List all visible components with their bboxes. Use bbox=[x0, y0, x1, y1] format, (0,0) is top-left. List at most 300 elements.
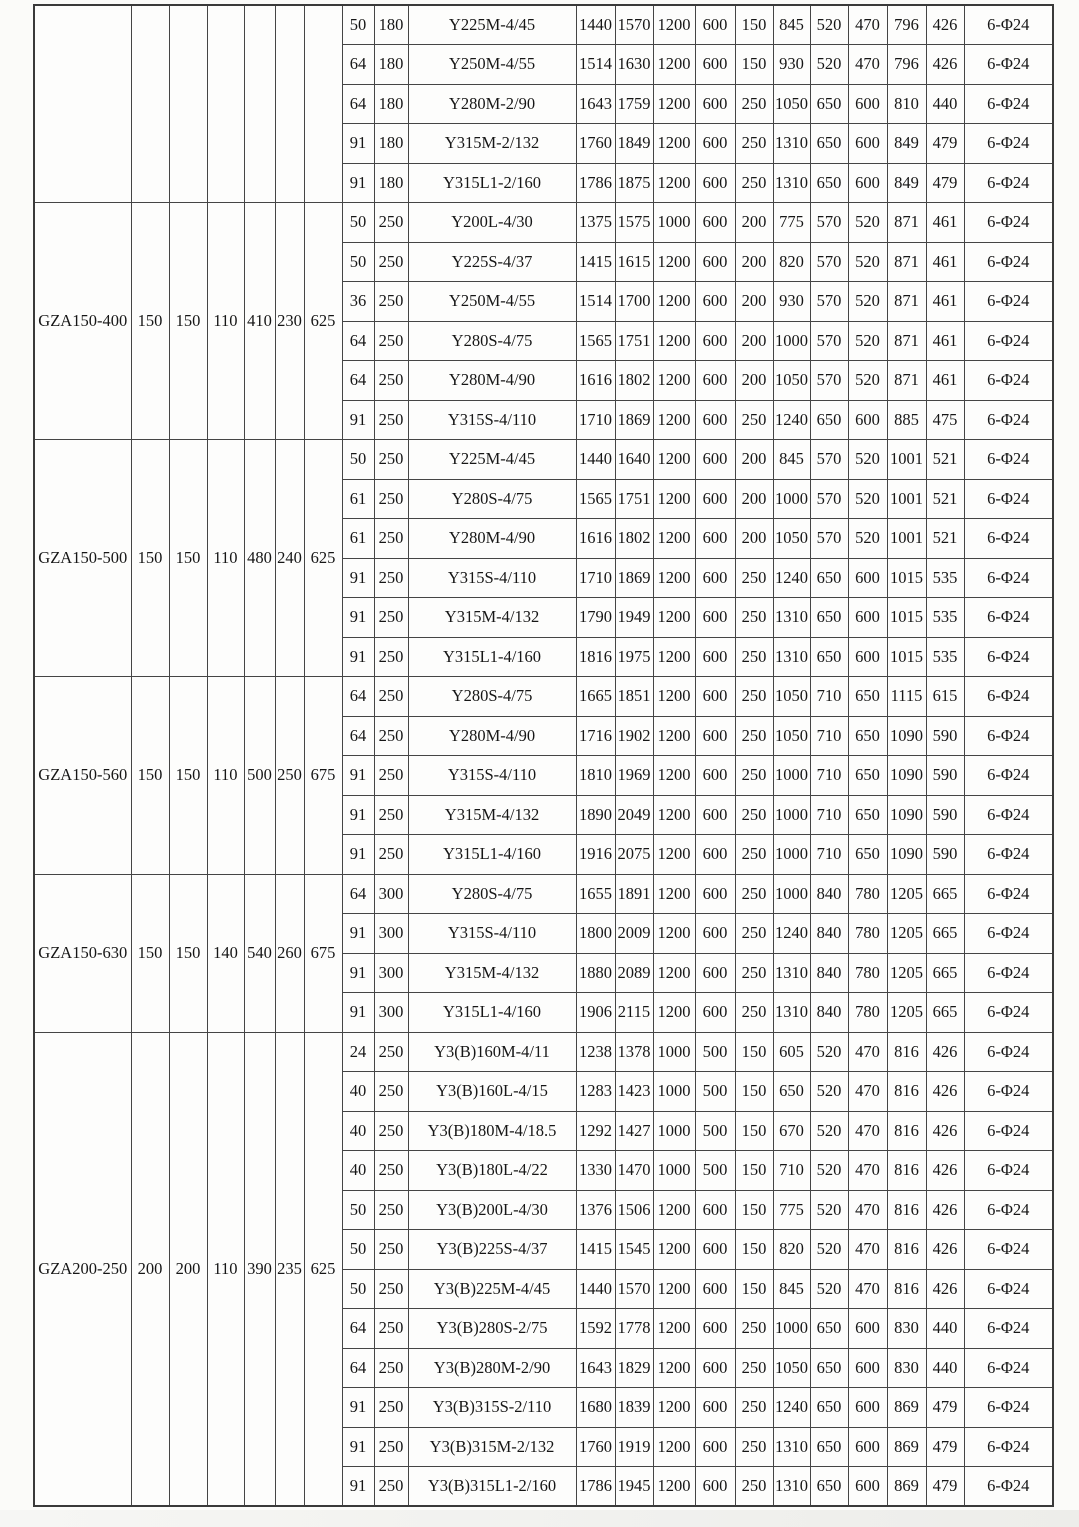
dim-value-cell: 475 bbox=[926, 400, 964, 440]
dim-value-cell: 1200 bbox=[653, 361, 695, 401]
dim-value-cell: 650 bbox=[810, 558, 848, 598]
dim-value-cell: 1440 bbox=[576, 440, 615, 480]
motor-cell: Y280M-4/90 bbox=[408, 519, 576, 559]
dim-value-cell: 780 bbox=[848, 953, 887, 993]
flow-cell: 91 bbox=[342, 914, 374, 954]
dim-value-cell: 1015 bbox=[887, 558, 926, 598]
dim-value-cell: 1545 bbox=[615, 1230, 653, 1270]
model-cell: GZA150-560 bbox=[34, 677, 131, 875]
bolt-cell: 6-Φ24 bbox=[964, 282, 1053, 322]
dim-value-cell: 426 bbox=[926, 5, 964, 45]
bolt-cell: 6-Φ24 bbox=[964, 795, 1053, 835]
dim-value-cell: 1969 bbox=[615, 756, 653, 796]
bolt-cell: 6-Φ24 bbox=[964, 1072, 1053, 1112]
flow-cell: 64 bbox=[342, 84, 374, 124]
flow-cell: 91 bbox=[342, 795, 374, 835]
dim-value-cell: 600 bbox=[695, 321, 735, 361]
dim-value-cell: 1200 bbox=[653, 1427, 695, 1467]
dim-value-cell: 520 bbox=[810, 1230, 848, 1270]
dim-value-cell: 1200 bbox=[653, 242, 695, 282]
dim-value-cell: 1849 bbox=[615, 124, 653, 164]
bolt-cell: 6-Φ24 bbox=[964, 1309, 1053, 1349]
dim-value-cell: 590 bbox=[926, 756, 964, 796]
bolt-cell: 6-Φ24 bbox=[964, 361, 1053, 401]
dim-value-cell: 250 bbox=[735, 1388, 773, 1428]
dim-value-cell: 600 bbox=[695, 637, 735, 677]
dim-cell: 150 bbox=[131, 677, 169, 875]
motor-cell: Y3(B)180L-4/22 bbox=[408, 1151, 576, 1191]
dim-value-cell: 250 bbox=[735, 993, 773, 1033]
flow-cell: 64 bbox=[342, 716, 374, 756]
pump-spec-table bbox=[33, 4, 1054, 1507]
dim-cell: 240 bbox=[275, 440, 304, 677]
dim-value-cell: 470 bbox=[848, 1111, 887, 1151]
bolt-cell: 6-Φ24 bbox=[964, 953, 1053, 993]
bolt-cell: 6-Φ24 bbox=[964, 637, 1053, 677]
dim-value-cell: 1200 bbox=[653, 163, 695, 203]
dim-value-cell: 1375 bbox=[576, 203, 615, 243]
dim-value-cell: 869 bbox=[887, 1388, 926, 1428]
dim-value-cell: 670 bbox=[773, 1111, 810, 1151]
dim-value-cell: 1949 bbox=[615, 598, 653, 638]
size-cell: 250 bbox=[374, 1072, 408, 1112]
dim-value-cell: 1238 bbox=[576, 1032, 615, 1072]
dim-value-cell: 1630 bbox=[615, 45, 653, 85]
dim-cell: 110 bbox=[207, 1032, 244, 1506]
table-row bbox=[34, 440, 1053, 480]
dim-value-cell: 665 bbox=[926, 993, 964, 1033]
flow-cell: 50 bbox=[342, 242, 374, 282]
dim-cell: 150 bbox=[131, 203, 169, 440]
dim-value-cell: 1310 bbox=[773, 993, 810, 1033]
dim-value-cell: 250 bbox=[735, 716, 773, 756]
dim-value-cell: 1802 bbox=[615, 519, 653, 559]
dim-value-cell: 1200 bbox=[653, 558, 695, 598]
dim-value-cell: 200 bbox=[735, 361, 773, 401]
dim-value-cell: 570 bbox=[810, 321, 848, 361]
size-cell: 250 bbox=[374, 1151, 408, 1191]
dim-value-cell: 600 bbox=[695, 1427, 735, 1467]
dim-value-cell: 650 bbox=[848, 677, 887, 717]
dim-value-cell: 1891 bbox=[615, 874, 653, 914]
size-cell: 250 bbox=[374, 1111, 408, 1151]
flow-cell: 61 bbox=[342, 479, 374, 519]
dim-value-cell: 820 bbox=[773, 1230, 810, 1270]
dim-value-cell: 2089 bbox=[615, 953, 653, 993]
size-cell: 250 bbox=[374, 203, 408, 243]
bolt-cell: 6-Φ24 bbox=[964, 1388, 1053, 1428]
dim-value-cell: 1001 bbox=[887, 479, 926, 519]
model-cell: GZA200-250 bbox=[34, 1032, 131, 1506]
dim-value-cell: 426 bbox=[926, 1111, 964, 1151]
flow-cell: 64 bbox=[342, 874, 374, 914]
dim-value-cell: 479 bbox=[926, 1388, 964, 1428]
dim-value-cell: 1200 bbox=[653, 400, 695, 440]
dim-value-cell: 1514 bbox=[576, 45, 615, 85]
motor-cell: Y280S-4/75 bbox=[408, 479, 576, 519]
dim-value-cell: 1200 bbox=[653, 479, 695, 519]
motor-cell: Y3(B)315S-2/110 bbox=[408, 1388, 576, 1428]
dim-value-cell: 1200 bbox=[653, 84, 695, 124]
dim-value-cell: 470 bbox=[848, 1072, 887, 1112]
dim-value-cell: 521 bbox=[926, 440, 964, 480]
dim-value-cell: 840 bbox=[810, 914, 848, 954]
flow-cell: 40 bbox=[342, 1072, 374, 1112]
dim-cell: 150 bbox=[169, 440, 207, 677]
motor-cell: Y3(B)280M-2/90 bbox=[408, 1348, 576, 1388]
dim-cell bbox=[207, 5, 244, 203]
motor-cell: Y225M-4/45 bbox=[408, 440, 576, 480]
dim-value-cell: 150 bbox=[735, 1230, 773, 1270]
dim-value-cell: 1851 bbox=[615, 677, 653, 717]
dim-value-cell: 426 bbox=[926, 45, 964, 85]
table-row bbox=[34, 874, 1053, 914]
dim-cell: 150 bbox=[169, 677, 207, 875]
dim-cell: 625 bbox=[304, 203, 342, 440]
dim-value-cell: 1310 bbox=[773, 124, 810, 164]
size-cell: 250 bbox=[374, 479, 408, 519]
dim-value-cell: 1200 bbox=[653, 953, 695, 993]
dim-value-cell: 1200 bbox=[653, 1190, 695, 1230]
dim-value-cell: 570 bbox=[810, 440, 848, 480]
dim-value-cell: 775 bbox=[773, 1190, 810, 1230]
dim-value-cell: 1200 bbox=[653, 440, 695, 480]
dim-cell: 410 bbox=[244, 203, 275, 440]
dim-value-cell: 600 bbox=[848, 598, 887, 638]
dim-value-cell: 600 bbox=[695, 1309, 735, 1349]
dim-value-cell: 600 bbox=[848, 124, 887, 164]
dim-value-cell: 200 bbox=[735, 479, 773, 519]
dim-value-cell: 1829 bbox=[615, 1348, 653, 1388]
dim-value-cell: 1330 bbox=[576, 1151, 615, 1191]
dim-value-cell: 470 bbox=[848, 1151, 887, 1191]
dim-value-cell: 150 bbox=[735, 1269, 773, 1309]
dim-value-cell: 600 bbox=[695, 1388, 735, 1428]
size-cell: 250 bbox=[374, 677, 408, 717]
dim-value-cell: 1751 bbox=[615, 321, 653, 361]
dim-value-cell: 1200 bbox=[653, 282, 695, 322]
dim-value-cell: 1205 bbox=[887, 874, 926, 914]
dim-value-cell: 520 bbox=[810, 1151, 848, 1191]
dim-value-cell: 1506 bbox=[615, 1190, 653, 1230]
dim-value-cell: 710 bbox=[810, 677, 848, 717]
flow-cell: 91 bbox=[342, 163, 374, 203]
dim-value-cell: 1423 bbox=[615, 1072, 653, 1112]
dim-value-cell: 1760 bbox=[576, 1427, 615, 1467]
bolt-cell: 6-Φ24 bbox=[964, 5, 1053, 45]
flow-cell: 36 bbox=[342, 282, 374, 322]
dim-value-cell: 1000 bbox=[773, 479, 810, 519]
motor-cell: Y280M-4/90 bbox=[408, 716, 576, 756]
dim-value-cell: 780 bbox=[848, 914, 887, 954]
dim-cell: 230 bbox=[275, 203, 304, 440]
dim-cell: 625 bbox=[304, 1032, 342, 1506]
dim-value-cell: 426 bbox=[926, 1151, 964, 1191]
motor-cell: Y250M-4/55 bbox=[408, 282, 576, 322]
dim-value-cell: 1200 bbox=[653, 874, 695, 914]
dim-cell: 200 bbox=[131, 1032, 169, 1506]
dim-value-cell: 2075 bbox=[615, 835, 653, 875]
size-cell: 300 bbox=[374, 914, 408, 954]
dim-value-cell: 200 bbox=[735, 519, 773, 559]
flow-cell: 50 bbox=[342, 440, 374, 480]
motor-cell: Y315M-4/132 bbox=[408, 795, 576, 835]
motor-cell: Y200L-4/30 bbox=[408, 203, 576, 243]
dim-value-cell: 250 bbox=[735, 1348, 773, 1388]
dim-value-cell: 520 bbox=[848, 361, 887, 401]
dim-value-cell: 520 bbox=[848, 282, 887, 322]
dim-value-cell: 1470 bbox=[615, 1151, 653, 1191]
dim-value-cell: 816 bbox=[887, 1230, 926, 1270]
bolt-cell: 6-Φ24 bbox=[964, 1111, 1053, 1151]
dim-value-cell: 440 bbox=[926, 84, 964, 124]
size-cell: 180 bbox=[374, 5, 408, 45]
dim-cell: 150 bbox=[131, 874, 169, 1032]
dim-value-cell: 250 bbox=[735, 400, 773, 440]
size-cell: 250 bbox=[374, 716, 408, 756]
dim-value-cell: 1616 bbox=[576, 361, 615, 401]
dim-cell: 250 bbox=[275, 677, 304, 875]
dim-value-cell: 1000 bbox=[653, 1032, 695, 1072]
dim-value-cell: 600 bbox=[695, 1467, 735, 1507]
dim-value-cell: 520 bbox=[848, 519, 887, 559]
dim-value-cell: 650 bbox=[848, 756, 887, 796]
dim-value-cell: 816 bbox=[887, 1269, 926, 1309]
dim-value-cell: 1700 bbox=[615, 282, 653, 322]
dim-value-cell: 1050 bbox=[773, 1348, 810, 1388]
dim-value-cell: 590 bbox=[926, 795, 964, 835]
dim-value-cell: 1800 bbox=[576, 914, 615, 954]
dim-value-cell: 600 bbox=[848, 1427, 887, 1467]
dim-cell: 675 bbox=[304, 874, 342, 1032]
dim-value-cell: 1000 bbox=[653, 203, 695, 243]
dim-value-cell: 930 bbox=[773, 45, 810, 85]
dim-value-cell: 426 bbox=[926, 1190, 964, 1230]
model-cell bbox=[34, 5, 131, 203]
dim-value-cell: 250 bbox=[735, 914, 773, 954]
motor-cell: Y315S-4/110 bbox=[408, 756, 576, 796]
dim-value-cell: 1200 bbox=[653, 1309, 695, 1349]
dim-cell bbox=[131, 5, 169, 203]
dim-value-cell: 1975 bbox=[615, 637, 653, 677]
dim-value-cell: 1575 bbox=[615, 203, 653, 243]
bolt-cell: 6-Φ24 bbox=[964, 124, 1053, 164]
motor-cell: Y280S-4/75 bbox=[408, 677, 576, 717]
dim-value-cell: 150 bbox=[735, 5, 773, 45]
dim-value-cell: 1869 bbox=[615, 558, 653, 598]
dim-value-cell: 840 bbox=[810, 993, 848, 1033]
dim-value-cell: 150 bbox=[735, 1072, 773, 1112]
dim-value-cell: 1890 bbox=[576, 795, 615, 835]
dim-cell: 150 bbox=[169, 203, 207, 440]
dim-value-cell: 796 bbox=[887, 45, 926, 85]
bolt-cell: 6-Φ24 bbox=[964, 479, 1053, 519]
dim-value-cell: 820 bbox=[773, 242, 810, 282]
dim-value-cell: 796 bbox=[887, 5, 926, 45]
dim-value-cell: 830 bbox=[887, 1309, 926, 1349]
dim-value-cell: 650 bbox=[848, 795, 887, 835]
dim-value-cell: 250 bbox=[735, 598, 773, 638]
dim-value-cell: 440 bbox=[926, 1348, 964, 1388]
dim-value-cell: 1816 bbox=[576, 637, 615, 677]
dim-value-cell: 1592 bbox=[576, 1309, 615, 1349]
size-cell: 250 bbox=[374, 835, 408, 875]
motor-cell: Y315L1-2/160 bbox=[408, 163, 576, 203]
size-cell: 180 bbox=[374, 45, 408, 85]
flow-cell: 91 bbox=[342, 1467, 374, 1507]
motor-cell: Y3(B)315L1-2/160 bbox=[408, 1467, 576, 1507]
dim-value-cell: 816 bbox=[887, 1072, 926, 1112]
dim-value-cell: 1655 bbox=[576, 874, 615, 914]
dim-value-cell: 600 bbox=[695, 716, 735, 756]
dim-value-cell: 600 bbox=[695, 953, 735, 993]
bolt-cell: 6-Φ24 bbox=[964, 716, 1053, 756]
dim-value-cell: 1200 bbox=[653, 835, 695, 875]
flow-cell: 91 bbox=[342, 400, 374, 440]
dim-value-cell: 1880 bbox=[576, 953, 615, 993]
bolt-cell: 6-Φ24 bbox=[964, 558, 1053, 598]
size-cell: 250 bbox=[374, 756, 408, 796]
motor-cell: Y315L1-4/160 bbox=[408, 835, 576, 875]
flow-cell: 64 bbox=[342, 1348, 374, 1388]
dim-value-cell: 470 bbox=[848, 1032, 887, 1072]
dim-value-cell: 650 bbox=[810, 637, 848, 677]
size-cell: 250 bbox=[374, 1388, 408, 1428]
dim-value-cell: 869 bbox=[887, 1467, 926, 1507]
flow-cell: 64 bbox=[342, 361, 374, 401]
bolt-cell: 6-Φ24 bbox=[964, 242, 1053, 282]
flow-cell: 50 bbox=[342, 5, 374, 45]
dim-value-cell: 1615 bbox=[615, 242, 653, 282]
dim-value-cell: 780 bbox=[848, 993, 887, 1033]
dim-value-cell: 470 bbox=[848, 5, 887, 45]
dim-value-cell: 600 bbox=[695, 1348, 735, 1388]
dim-value-cell: 535 bbox=[926, 558, 964, 598]
dim-value-cell: 600 bbox=[695, 163, 735, 203]
dim-value-cell: 1906 bbox=[576, 993, 615, 1033]
dim-value-cell: 1000 bbox=[773, 835, 810, 875]
table-row bbox=[34, 5, 1053, 45]
dim-value-cell: 600 bbox=[695, 914, 735, 954]
dim-value-cell: 2115 bbox=[615, 993, 653, 1033]
dim-value-cell: 1200 bbox=[653, 45, 695, 85]
size-cell: 250 bbox=[374, 1309, 408, 1349]
dim-value-cell: 200 bbox=[735, 440, 773, 480]
dim-value-cell: 600 bbox=[695, 558, 735, 598]
dim-value-cell: 426 bbox=[926, 1072, 964, 1112]
dim-value-cell: 600 bbox=[695, 400, 735, 440]
dim-value-cell: 871 bbox=[887, 282, 926, 322]
size-cell: 250 bbox=[374, 1427, 408, 1467]
dim-value-cell: 1205 bbox=[887, 914, 926, 954]
size-cell: 250 bbox=[374, 1467, 408, 1507]
motor-cell: Y315M-4/132 bbox=[408, 953, 576, 993]
dim-value-cell: 250 bbox=[735, 953, 773, 993]
bolt-cell: 6-Φ24 bbox=[964, 993, 1053, 1033]
dim-value-cell: 250 bbox=[735, 124, 773, 164]
dim-value-cell: 650 bbox=[848, 716, 887, 756]
size-cell: 300 bbox=[374, 953, 408, 993]
dim-value-cell: 830 bbox=[887, 1348, 926, 1388]
dim-value-cell: 1240 bbox=[773, 914, 810, 954]
dim-value-cell: 200 bbox=[735, 242, 773, 282]
dim-value-cell: 665 bbox=[926, 914, 964, 954]
dim-value-cell: 1240 bbox=[773, 558, 810, 598]
dim-value-cell: 1200 bbox=[653, 598, 695, 638]
motor-cell: Y315L1-4/160 bbox=[408, 637, 576, 677]
dim-value-cell: 479 bbox=[926, 1427, 964, 1467]
bolt-cell: 6-Φ24 bbox=[964, 163, 1053, 203]
flow-cell: 91 bbox=[342, 558, 374, 598]
flow-cell: 64 bbox=[342, 1309, 374, 1349]
dim-value-cell: 1015 bbox=[887, 598, 926, 638]
flow-cell: 40 bbox=[342, 1111, 374, 1151]
dim-cell: 625 bbox=[304, 440, 342, 677]
dim-value-cell: 470 bbox=[848, 1190, 887, 1230]
dim-value-cell: 1760 bbox=[576, 124, 615, 164]
dim-value-cell: 600 bbox=[848, 558, 887, 598]
dim-value-cell: 665 bbox=[926, 953, 964, 993]
motor-cell: Y280S-4/75 bbox=[408, 874, 576, 914]
dim-value-cell: 520 bbox=[848, 440, 887, 480]
dim-value-cell: 150 bbox=[735, 45, 773, 85]
bolt-cell: 6-Φ24 bbox=[964, 1467, 1053, 1507]
dim-value-cell: 600 bbox=[695, 993, 735, 1033]
size-cell: 250 bbox=[374, 795, 408, 835]
dim-cell: 110 bbox=[207, 440, 244, 677]
dim-value-cell: 1200 bbox=[653, 1388, 695, 1428]
dim-value-cell: 775 bbox=[773, 203, 810, 243]
flow-cell: 64 bbox=[342, 45, 374, 85]
dim-value-cell: 1427 bbox=[615, 1111, 653, 1151]
dim-cell: 150 bbox=[131, 440, 169, 677]
dim-value-cell: 1240 bbox=[773, 400, 810, 440]
dim-value-cell: 869 bbox=[887, 1427, 926, 1467]
model-cell: GZA150-500 bbox=[34, 440, 131, 677]
motor-cell: Y315L1-4/160 bbox=[408, 993, 576, 1033]
dim-value-cell: 600 bbox=[695, 835, 735, 875]
dim-value-cell: 520 bbox=[810, 1111, 848, 1151]
dim-value-cell: 200 bbox=[735, 321, 773, 361]
bolt-cell: 6-Φ24 bbox=[964, 598, 1053, 638]
dim-value-cell: 521 bbox=[926, 519, 964, 559]
size-cell: 250 bbox=[374, 440, 408, 480]
dim-value-cell: 650 bbox=[810, 598, 848, 638]
dim-value-cell: 1810 bbox=[576, 756, 615, 796]
dim-value-cell: 600 bbox=[695, 756, 735, 796]
dim-value-cell: 1200 bbox=[653, 5, 695, 45]
dim-value-cell: 250 bbox=[735, 677, 773, 717]
size-cell: 250 bbox=[374, 558, 408, 598]
dim-value-cell: 250 bbox=[735, 874, 773, 914]
dim-value-cell: 816 bbox=[887, 1151, 926, 1191]
size-cell: 180 bbox=[374, 163, 408, 203]
dim-value-cell: 1875 bbox=[615, 163, 653, 203]
dim-value-cell: 810 bbox=[887, 84, 926, 124]
motor-cell: Y315S-4/110 bbox=[408, 558, 576, 598]
dim-value-cell: 500 bbox=[695, 1151, 735, 1191]
dim-value-cell: 1000 bbox=[653, 1072, 695, 1112]
dim-value-cell: 520 bbox=[810, 1072, 848, 1112]
dim-value-cell: 1000 bbox=[773, 1309, 810, 1349]
dim-value-cell: 1050 bbox=[773, 716, 810, 756]
dim-cell: 500 bbox=[244, 677, 275, 875]
dim-value-cell: 1643 bbox=[576, 84, 615, 124]
dim-value-cell: 470 bbox=[848, 45, 887, 85]
dim-value-cell: 479 bbox=[926, 163, 964, 203]
bolt-cell: 6-Φ24 bbox=[964, 1348, 1053, 1388]
dim-value-cell: 1090 bbox=[887, 795, 926, 835]
